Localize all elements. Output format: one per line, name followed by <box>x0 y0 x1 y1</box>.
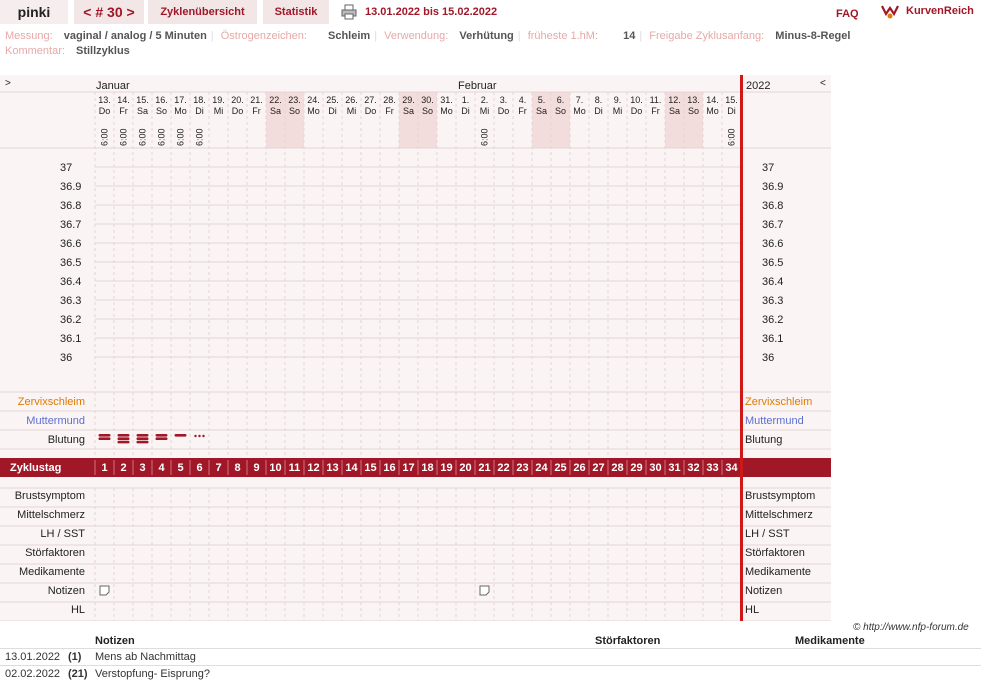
date-label: 7. <box>575 95 584 105</box>
cycle-day-number: 21 <box>478 462 491 474</box>
meta-oestrogen-key: Östrogenzeichen: <box>220 30 307 42</box>
copyright: © http://www.nfp-forum.de <box>853 622 969 633</box>
date-label: 4. <box>518 95 527 105</box>
date-label: 18. <box>193 95 206 105</box>
cycle-day-number: 3 <box>139 462 146 474</box>
month-label: Januar <box>96 80 130 92</box>
weekday-label: Do <box>497 106 510 116</box>
bleeding-mark <box>137 437 149 440</box>
note-date: 02.02.2022 <box>5 668 61 680</box>
temp-label-left: 36.7 <box>60 219 82 231</box>
date-label: 25. <box>326 95 339 105</box>
temp-label-right: 37 <box>762 162 775 174</box>
row-label-left: Brustsymptom <box>14 490 85 502</box>
weekday-label: Do <box>231 106 244 116</box>
date-label: 10. <box>630 95 643 105</box>
cycle-chart <box>0 75 831 621</box>
cycle-day-number: 4 <box>158 462 165 474</box>
notes-header-notizen: Notizen <box>95 635 135 647</box>
weekday-label: Mi <box>346 106 357 116</box>
cycle-day-number: 14 <box>345 462 358 474</box>
year-label: 2022 <box>746 80 771 92</box>
row-label-left: HL <box>70 604 85 616</box>
spotting-mark <box>198 435 200 437</box>
weekday-label: Fr <box>119 106 128 116</box>
tab-cycle-overview[interactable]: Zyklenübersicht <box>148 0 257 24</box>
meta-verwendung-value: Verhütung <box>459 30 514 42</box>
date-label: 20. <box>231 95 244 105</box>
table-row <box>0 665 981 682</box>
date-label: 15. <box>725 95 738 105</box>
nav-next-button[interactable]: < <box>820 78 826 89</box>
bleeding-mark <box>156 437 168 440</box>
tab-statistics[interactable]: Statistik <box>263 0 329 24</box>
meta-verwendung-key: Verwendung: <box>384 30 449 42</box>
note-day: (1) <box>68 651 82 663</box>
zervix-label-left: Zervixschleim <box>17 396 85 408</box>
cycle-day-number: 12 <box>307 462 320 474</box>
bleeding-mark <box>137 434 149 437</box>
weekday-label: Sa <box>136 106 149 116</box>
temp-label-right: 36.8 <box>762 200 784 212</box>
weekday-label: Fr <box>651 106 660 116</box>
temp-label-right: 36 <box>762 352 775 364</box>
cycle-day-number: 5 <box>177 462 184 474</box>
nav-prev-button[interactable]: > <box>5 78 11 89</box>
temp-label-left: 36.4 <box>60 276 82 288</box>
cycle-day-number: 26 <box>573 462 586 474</box>
weekday-label: So <box>554 106 567 116</box>
weekday-label: Mo <box>440 106 453 116</box>
temp-label-left: 36.2 <box>60 314 82 326</box>
date-label: 8. <box>594 95 603 105</box>
weekday-label: Do <box>98 106 111 116</box>
date-label: 23. <box>288 95 301 105</box>
muttermund-label-right: Muttermund <box>745 415 804 427</box>
cycle-day-number: 6 <box>196 462 203 474</box>
cycle-navigator[interactable]: < # 30 > <box>74 0 144 24</box>
weekday-label: Do <box>630 106 643 116</box>
cycle-day-number: 15 <box>364 462 377 474</box>
note-day: (21) <box>68 668 88 680</box>
date-label: 16. <box>155 95 168 105</box>
note-text: Mens ab Nachmittag <box>95 651 196 663</box>
meta-hm-value: 14 <box>623 30 636 42</box>
blutung-label-right: Blutung <box>745 434 783 446</box>
date-label: 26. <box>345 95 358 105</box>
cycle-day-number: 23 <box>516 462 529 474</box>
date-label: 3. <box>499 95 508 105</box>
temp-label-right: 36.6 <box>762 238 784 250</box>
date-label: 11. <box>649 95 662 105</box>
weekday-label: So <box>288 106 301 116</box>
cycle-day-number: 13 <box>326 462 339 474</box>
temp-label-right: 36.5 <box>762 257 784 269</box>
bleeding-mark <box>118 441 130 444</box>
brand-icon <box>880 2 900 20</box>
meta-messung-key: Messung: <box>5 30 53 42</box>
meta-freigabe-key: Freigabe Zyklusanfang: <box>649 30 765 42</box>
cycle-day-number: 19 <box>440 462 453 474</box>
zervix-label-right: Zervixschleim <box>745 396 813 408</box>
faq-link[interactable]: FAQ <box>836 8 859 20</box>
note-text: Verstopfung- Eisprung? <box>95 668 210 680</box>
date-range: 13.01.2022 bis 15.02.2022 <box>365 6 498 18</box>
table-row <box>0 648 981 665</box>
spotting-mark <box>194 435 196 437</box>
temp-label-left: 36.8 <box>60 200 82 212</box>
bleeding-mark <box>156 434 168 437</box>
weekday-label: Sa <box>668 106 681 116</box>
date-label: 12. <box>668 95 681 105</box>
cycle-day-number: 10 <box>269 462 282 474</box>
temp-label-left: 36.3 <box>60 295 82 307</box>
cycle-day-number: 8 <box>234 462 241 474</box>
cycle-day-number: 17 <box>402 462 415 474</box>
bleeding-mark <box>118 434 130 437</box>
time-label: 6:00 <box>118 128 129 146</box>
notes-header-stoerfaktoren: Störfaktoren <box>595 635 661 647</box>
temp-label-right: 36.1 <box>762 333 784 345</box>
row-label-left: LH / SST <box>40 528 85 540</box>
notes-header-medikamente: Medikamente <box>795 635 865 647</box>
weekday-label: Sa <box>269 106 282 116</box>
muttermund-label-left: Muttermund <box>26 415 85 427</box>
date-label: 22. <box>269 95 282 105</box>
weekday-label: Mi <box>612 106 623 116</box>
temp-label-right: 36.3 <box>762 295 784 307</box>
weekday-label: Sa <box>402 106 415 116</box>
cycle-day-number: 29 <box>630 462 643 474</box>
meta-hm-key: früheste 1.hM: <box>527 30 599 42</box>
temp-label-left: 36.6 <box>60 238 82 250</box>
date-label: 5. <box>537 95 546 105</box>
date-label: 2. <box>480 95 489 105</box>
date-label: 24. <box>307 95 320 105</box>
today-marker <box>740 75 743 621</box>
temp-label-left: 36.1 <box>60 333 82 345</box>
meta-kommentar-value: Stillzyklus <box>75 45 130 57</box>
temp-label-right: 36.7 <box>762 219 784 231</box>
time-label: 6:00 <box>175 128 186 146</box>
meta-messung-value: vaginal / analog / 5 Minuten <box>63 30 207 42</box>
cycle-day-number: 28 <box>611 462 624 474</box>
weekday-label: So <box>155 106 168 116</box>
temp-label-left: 36.9 <box>60 181 82 193</box>
cycle-day-number: 18 <box>421 462 434 474</box>
cycle-day-number: 24 <box>535 462 548 474</box>
cycle-day-label: Zyklustag <box>10 462 62 474</box>
date-label: 28. <box>383 95 396 105</box>
temp-label-left: 36.5 <box>60 257 82 269</box>
cycle-day-number: 32 <box>687 462 700 474</box>
bleeding-mark <box>175 434 187 437</box>
printer-icon[interactable] <box>341 4 357 20</box>
cycle-day-number: 9 <box>253 462 260 474</box>
cycle-day-number: 31 <box>668 462 681 474</box>
time-label: 6:00 <box>479 128 490 146</box>
weekday-label: Di <box>594 106 603 116</box>
weekday-label: Di <box>727 106 736 116</box>
date-label: 15. <box>136 95 149 105</box>
date-label: 19. <box>212 95 225 105</box>
date-label: 6. <box>556 95 565 105</box>
time-label: 6:00 <box>156 128 167 146</box>
meta-line-1: Messung: vaginal / analog / 5 Minuten | Östrogenzeichen: Schleim | Verwendung: Verhütung | früheste 1.hM: 14 | Freigabe Zyklusanfang: Minus-8-Regel <box>5 30 851 42</box>
row-label-left: Störfaktoren <box>25 547 85 559</box>
cycle-day-number: 33 <box>706 462 719 474</box>
temp-label-right: 36.2 <box>762 314 784 326</box>
time-label: 6:00 <box>194 128 205 146</box>
time-label: 6:00 <box>137 128 148 146</box>
date-label: 1. <box>461 95 470 105</box>
time-label: 6:00 <box>726 128 737 146</box>
note-icon <box>480 586 489 595</box>
month-label: Februar <box>458 80 497 92</box>
meta-line-2 <box>5 45 130 57</box>
row-label-right: LH / SST <box>745 528 790 540</box>
date-label: 14. <box>117 95 130 105</box>
cycle-day-number: 20 <box>459 462 472 474</box>
brand-logo[interactable] <box>880 2 974 20</box>
weekday-label: So <box>421 106 434 116</box>
weekday-label: Mo <box>706 106 719 116</box>
weekday-label: Di <box>328 106 337 116</box>
weekday-label: Di <box>195 106 204 116</box>
bleeding-mark <box>99 437 111 440</box>
cycle-day-number: 22 <box>497 462 510 474</box>
weekday-label: Fr <box>385 106 394 116</box>
row-label-right: Störfaktoren <box>745 547 805 559</box>
brand-name: KurvenReich <box>906 5 974 17</box>
weekday-label: Mi <box>479 106 490 116</box>
weekday-label: Fr <box>252 106 261 116</box>
weekday-label: Mi <box>213 106 224 116</box>
cycle-day-number: 1 <box>101 462 108 474</box>
cycle-day-number: 30 <box>649 462 662 474</box>
cycle-day-number: 7 <box>215 462 222 474</box>
bleeding-mark <box>99 434 111 437</box>
bleeding-mark <box>118 437 130 440</box>
row-label-left: Notizen <box>47 585 85 597</box>
row-label-right: Notizen <box>745 585 783 597</box>
time-label: 6:00 <box>99 128 110 146</box>
cycle-day-number: 11 <box>288 462 301 474</box>
date-label: 31. <box>440 95 453 105</box>
date-label: 29. <box>402 95 415 105</box>
cycle-day-number: 25 <box>554 462 567 474</box>
row-label-right: Mittelschmerz <box>745 509 813 521</box>
meta-oestrogen-value: Schleim <box>328 30 371 42</box>
temp-label-left: 36 <box>60 352 73 364</box>
cycle-day-number: 27 <box>592 462 605 474</box>
temp-label-left: 37 <box>60 162 73 174</box>
weekday-label: Mo <box>174 106 187 116</box>
weekday-label: Fr <box>518 106 527 116</box>
cycle-day-number: 16 <box>383 462 396 474</box>
weekday-label: Mo <box>307 106 320 116</box>
weekday-label: Do <box>364 106 377 116</box>
date-label: 13. <box>687 95 700 105</box>
date-label: 30. <box>421 95 434 105</box>
meta-freigabe-value: Minus-8-Regel <box>775 30 851 42</box>
cycle-day-number: 34 <box>725 462 738 474</box>
row-label-left: Mittelschmerz <box>17 509 85 521</box>
weekday-label: Mo <box>573 106 586 116</box>
row-label-left: Medikamente <box>18 566 85 578</box>
note-date: 13.01.2022 <box>5 651 61 663</box>
cycle-day-number: 2 <box>120 462 127 474</box>
date-label: 13. <box>98 95 111 105</box>
row-label-right: HL <box>745 604 760 616</box>
temp-label-right: 36.4 <box>762 276 784 288</box>
bleeding-mark <box>137 441 149 444</box>
meta-kommentar-key: Kommentar: <box>5 45 65 57</box>
weekday-label: Sa <box>535 106 548 116</box>
date-label: 21. <box>250 95 263 105</box>
date-label: 14. <box>706 95 719 105</box>
weekday-label: So <box>687 106 700 116</box>
date-label: 27. <box>364 95 377 105</box>
temp-label-right: 36.9 <box>762 181 784 193</box>
blutung-label-left: Blutung <box>47 434 85 446</box>
spotting-mark <box>202 435 204 437</box>
note-icon <box>100 586 109 595</box>
user-name: pinki <box>0 0 68 24</box>
date-label: 9. <box>613 95 622 105</box>
top-bar <box>0 0 981 25</box>
date-label: 17. <box>174 95 187 105</box>
weekday-label: Di <box>461 106 470 116</box>
row-label-right: Medikamente <box>745 566 812 578</box>
row-label-right: Brustsymptom <box>745 490 816 502</box>
